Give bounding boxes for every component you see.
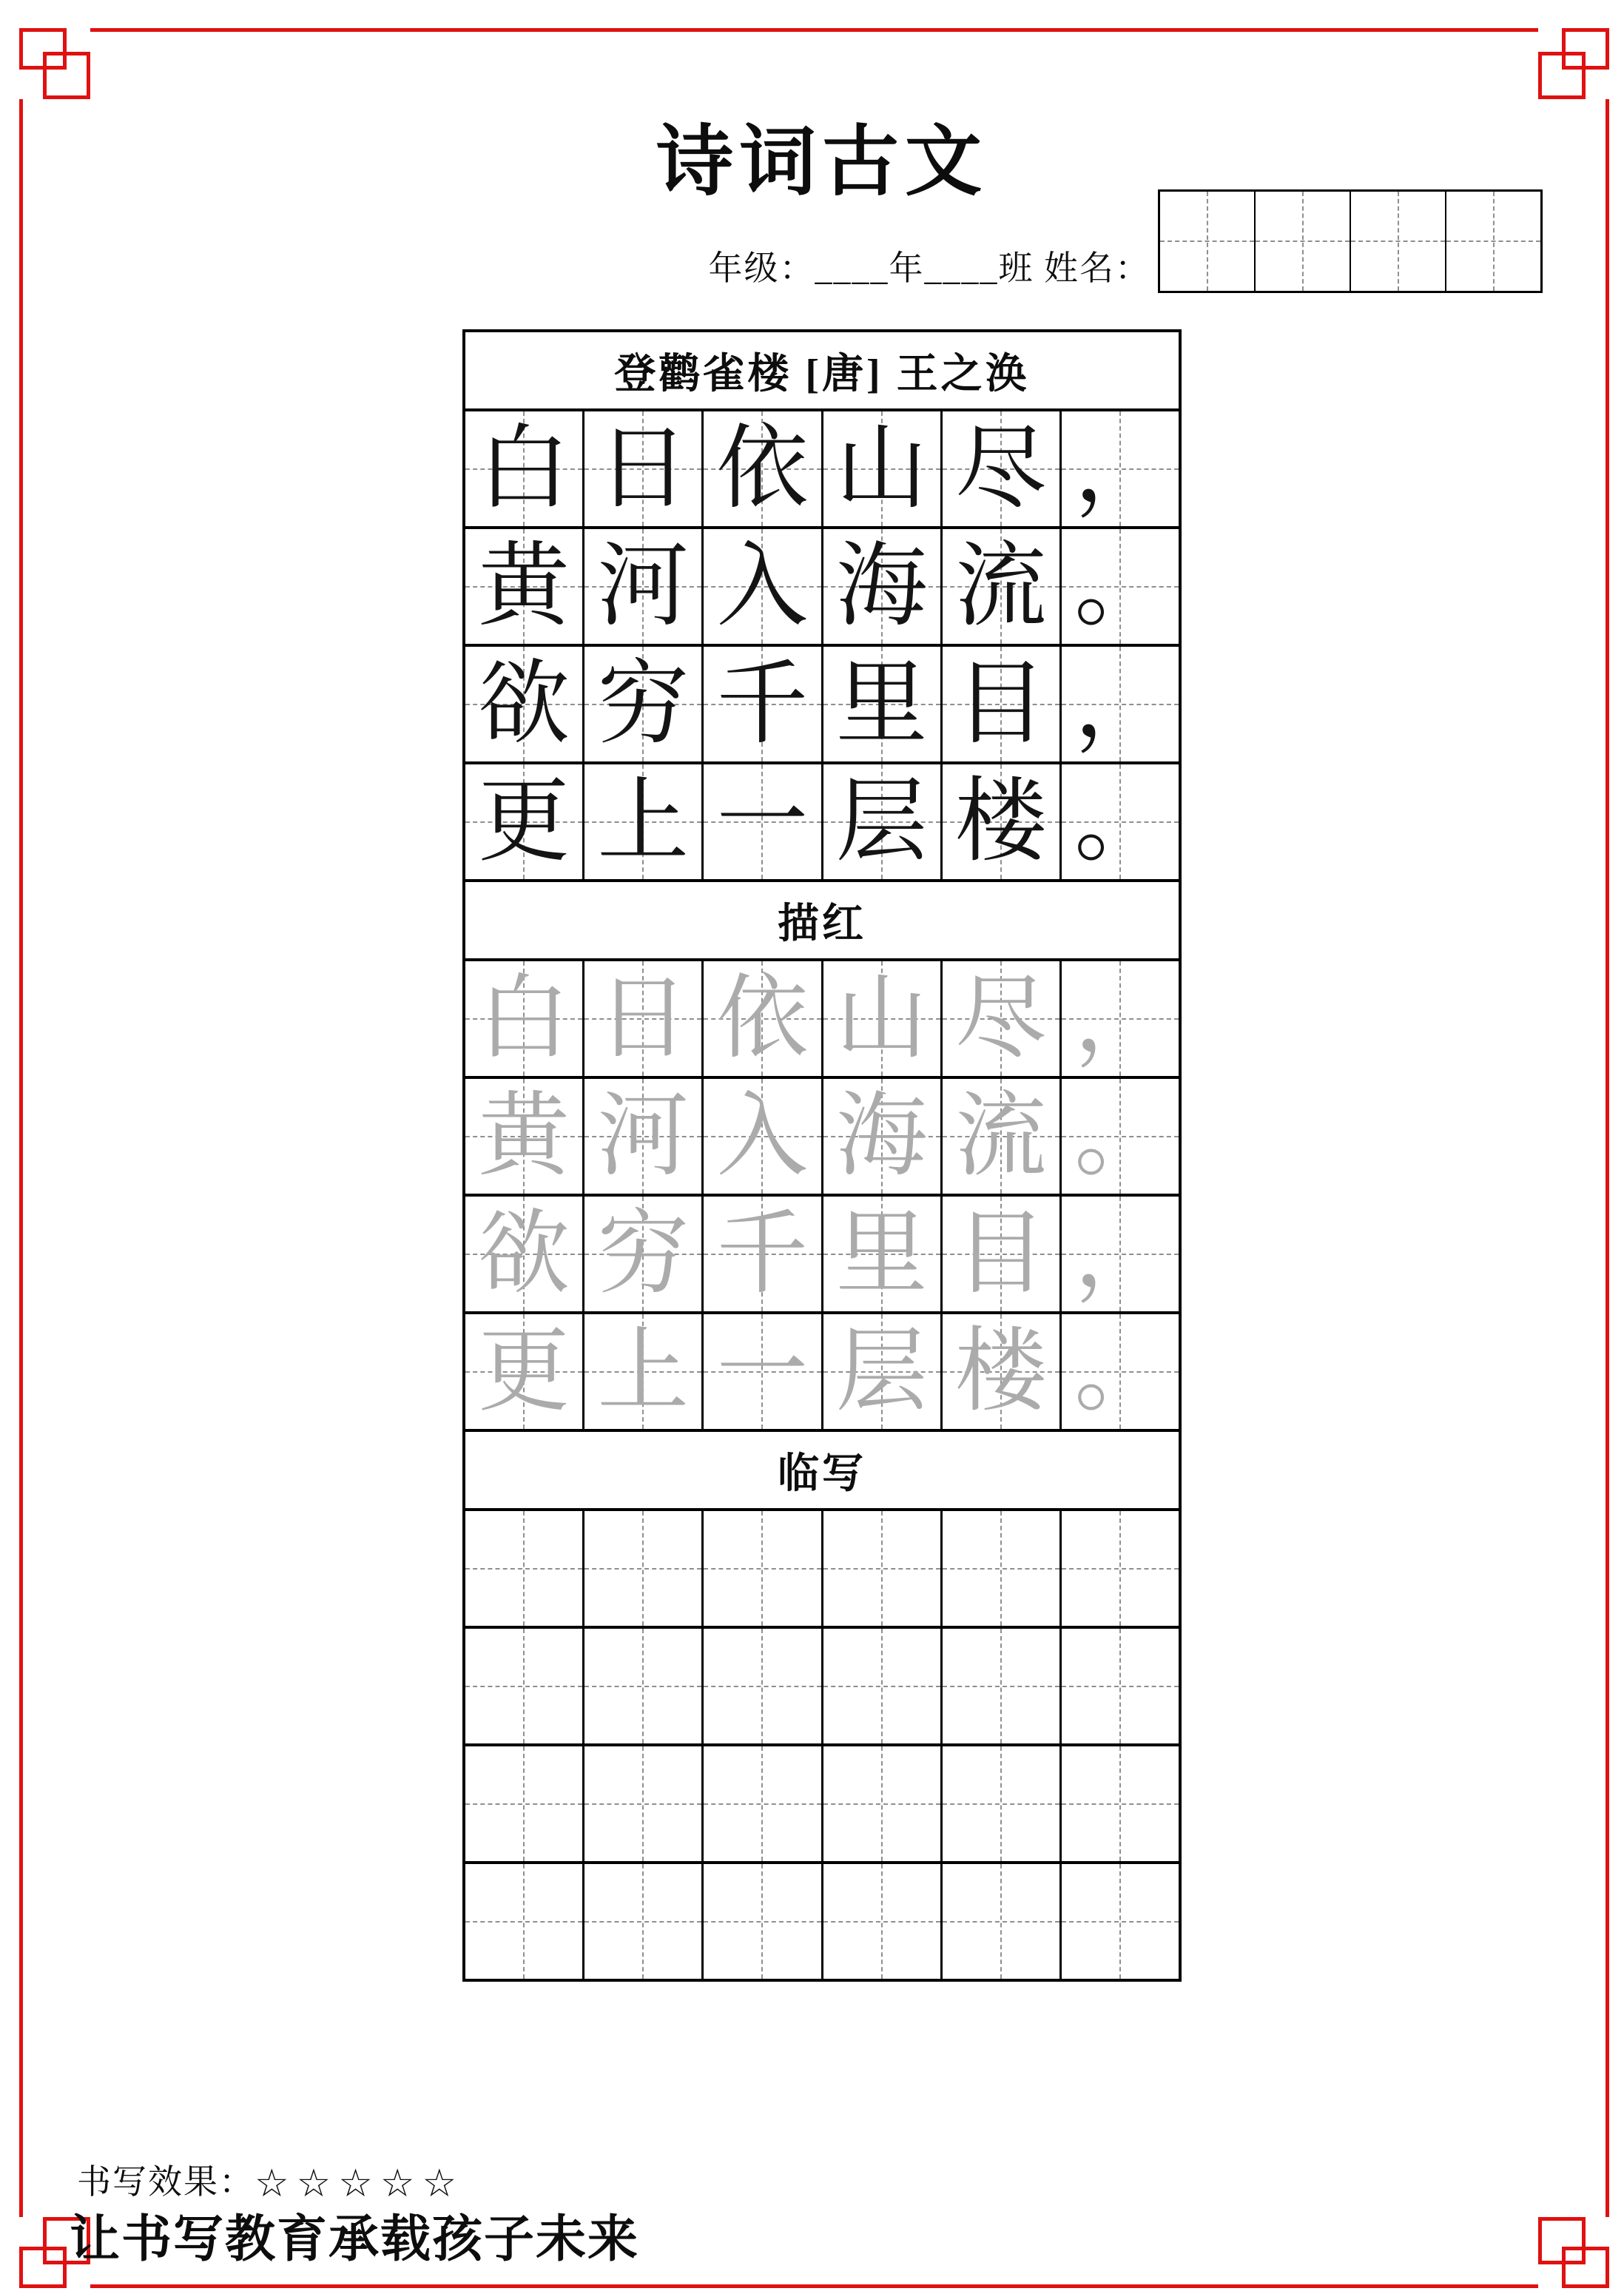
grid-cell (584, 1511, 704, 1626)
grid-char: 尽 (954, 417, 1047, 519)
student-info-line: 年级：____年____班 姓名： (708, 249, 1150, 287)
copy-row (465, 1743, 1179, 1861)
grid-cell (584, 529, 704, 644)
frame-corner-ornament (1538, 2217, 1586, 2264)
grid-char: 楼 (954, 770, 1047, 872)
copy-row (465, 1626, 1179, 1743)
grid-cell (1062, 1746, 1179, 1861)
grid-cell (943, 411, 1062, 526)
footer-slogan: 让书写教育承载孩子未来 (70, 2211, 640, 2267)
grid-cell (465, 529, 584, 644)
grid-cell (943, 529, 1062, 644)
worksheet-table (462, 329, 1182, 1982)
grid-char: 穷 (597, 653, 690, 755)
grid-cell (943, 1511, 1062, 1626)
page-title: 诗词古文 (656, 120, 988, 205)
grid-cell (465, 1314, 584, 1429)
grid-cell (1062, 1864, 1179, 1979)
grid-char: 一 (716, 770, 809, 872)
grid-char: 目 (954, 1202, 1047, 1305)
grid-cell (823, 1511, 943, 1626)
grid-cell (823, 1746, 943, 1861)
grid-cell (465, 1629, 584, 1743)
grid-cell (943, 1864, 1062, 1979)
grid-cell (943, 1314, 1062, 1429)
grid-char: 层 (835, 770, 928, 872)
grid-char: 一 (716, 1320, 809, 1422)
frame-corner-ornament (1538, 52, 1586, 99)
grid-cell (1062, 1314, 1179, 1429)
trace-section-header: 描红 (465, 879, 1179, 958)
grid-cell (1062, 647, 1179, 761)
grid-cell (465, 411, 584, 526)
grid-char: 。 (1074, 1320, 1166, 1422)
grid-char: 千 (716, 1202, 809, 1305)
grid-char: 海 (835, 1085, 928, 1187)
grid-char: 黄 (478, 1085, 570, 1187)
name-box-cell (1351, 192, 1446, 291)
grid-cell (1062, 1079, 1179, 1194)
grid-char: 层 (835, 1320, 928, 1422)
grid-char: 入 (716, 535, 809, 637)
grid-cell (823, 1629, 943, 1743)
grid-cell (823, 529, 943, 644)
grid-char: 。 (1074, 535, 1166, 637)
grid-cell (704, 1511, 823, 1626)
grid-cell (943, 1197, 1062, 1311)
grid-cell (584, 961, 704, 1076)
grid-char: 千 (716, 653, 809, 755)
grid-cell (704, 1314, 823, 1429)
grid-cell (584, 1746, 704, 1861)
grid-cell (465, 1079, 584, 1194)
grid-char: 白 (478, 417, 570, 519)
grid-cell (584, 1314, 704, 1429)
grid-cell (584, 647, 704, 761)
grid-cell (823, 961, 943, 1076)
trace-row (465, 1311, 1179, 1429)
grid-char: 。 (1074, 770, 1166, 872)
grid-char: ， (1074, 653, 1166, 755)
name-box-cell (1160, 192, 1256, 291)
grid-cell (704, 1079, 823, 1194)
grid-char: 海 (835, 535, 928, 637)
grid-cell (465, 764, 584, 879)
grid-cell (1062, 961, 1179, 1076)
grid-cell (465, 1197, 584, 1311)
grid-cell (584, 1197, 704, 1311)
grid-cell (943, 961, 1062, 1076)
grid-char: 河 (597, 1085, 690, 1187)
grid-char: 黄 (478, 535, 570, 637)
grid-cell (704, 764, 823, 879)
grid-char: 上 (597, 770, 690, 872)
grid-char: 山 (835, 417, 928, 519)
name-grid (1158, 189, 1543, 293)
trace-row (465, 1076, 1179, 1194)
rating-stars: ☆☆☆☆☆ (255, 2162, 465, 2206)
name-box-cell (1256, 192, 1351, 291)
frame-line-left (19, 99, 23, 2217)
grid-cell (823, 647, 943, 761)
grid-char: 流 (954, 535, 1047, 637)
name-box-cell (1446, 192, 1540, 291)
grid-char: 依 (716, 417, 809, 519)
grid-cell (465, 1864, 584, 1979)
copy-row (465, 1861, 1179, 1979)
grid-cell (823, 411, 943, 526)
grid-cell (943, 764, 1062, 879)
grid-cell (465, 1511, 584, 1626)
grid-char: 流 (954, 1085, 1047, 1187)
grid-cell (584, 411, 704, 526)
grid-cell (1062, 1629, 1179, 1743)
model-row (465, 408, 1179, 526)
grid-char: ， (1074, 417, 1166, 519)
grid-cell (1062, 764, 1179, 879)
grid-char: 依 (716, 967, 809, 1069)
grid-cell (704, 1197, 823, 1311)
rating-label: 书写效果： (77, 2163, 255, 2201)
grid-cell (584, 764, 704, 879)
grid-cell (465, 961, 584, 1076)
grid-char: 里 (835, 653, 928, 755)
copy-row (465, 1508, 1179, 1626)
grid-char: 日 (597, 417, 690, 519)
grid-cell (943, 1746, 1062, 1861)
grid-cell (823, 1197, 943, 1311)
grid-cell (704, 411, 823, 526)
model-row (465, 761, 1179, 879)
grid-char: 。 (1074, 1085, 1166, 1187)
grid-cell (1062, 1511, 1179, 1626)
grid-char: 楼 (954, 1320, 1047, 1422)
grid-cell (943, 1079, 1062, 1194)
grid-char: 更 (478, 770, 570, 872)
grid-cell (704, 1864, 823, 1979)
grid-char: 里 (835, 1202, 928, 1305)
grid-cell (823, 1864, 943, 1979)
grid-char: 欲 (478, 1202, 570, 1305)
grid-cell (704, 961, 823, 1076)
frame-line-right (1606, 99, 1609, 2217)
grid-cell (704, 647, 823, 761)
grid-char: 穷 (597, 1202, 690, 1305)
trace-row (465, 1194, 1179, 1311)
grid-char: 尽 (954, 967, 1047, 1069)
grid-cell (1062, 529, 1179, 644)
grid-cell (465, 1746, 584, 1861)
model-row (465, 526, 1179, 644)
grid-cell (704, 1746, 823, 1861)
frame-line-bottom (90, 2284, 1538, 2288)
grid-cell (584, 1864, 704, 1979)
frame-line-top (90, 28, 1538, 32)
grid-cell (823, 1314, 943, 1429)
grid-cell (704, 1629, 823, 1743)
grid-cell (465, 647, 584, 761)
frame-corner-ornament (43, 52, 90, 99)
grid-char: 日 (597, 967, 690, 1069)
model-row (465, 644, 1179, 761)
grid-cell (943, 647, 1062, 761)
grid-char: 欲 (478, 653, 570, 755)
trace-row (465, 958, 1179, 1076)
grid-char: ， (1074, 1202, 1166, 1305)
grid-char: 目 (954, 653, 1047, 755)
grid-char: 河 (597, 535, 690, 637)
grid-cell (584, 1079, 704, 1194)
grid-cell (1062, 1197, 1179, 1311)
grid-char: 山 (835, 967, 928, 1069)
grid-char: ， (1074, 967, 1166, 1069)
grid-char: 上 (597, 1320, 690, 1422)
rating-line (77, 2155, 464, 2206)
grid-cell (943, 1629, 1062, 1743)
grid-char: 入 (716, 1085, 809, 1187)
grid-cell (823, 1079, 943, 1194)
grid-char: 白 (478, 967, 570, 1069)
grid-char: 更 (478, 1320, 570, 1422)
poem-title-header: 登鹳雀楼 [唐] 王之涣 (614, 351, 1030, 397)
grid-cell (584, 1629, 704, 1743)
copy-section-header: 临写 (465, 1429, 1179, 1508)
grid-cell (704, 529, 823, 644)
grid-cell (823, 764, 943, 879)
grid-cell (1062, 411, 1179, 526)
